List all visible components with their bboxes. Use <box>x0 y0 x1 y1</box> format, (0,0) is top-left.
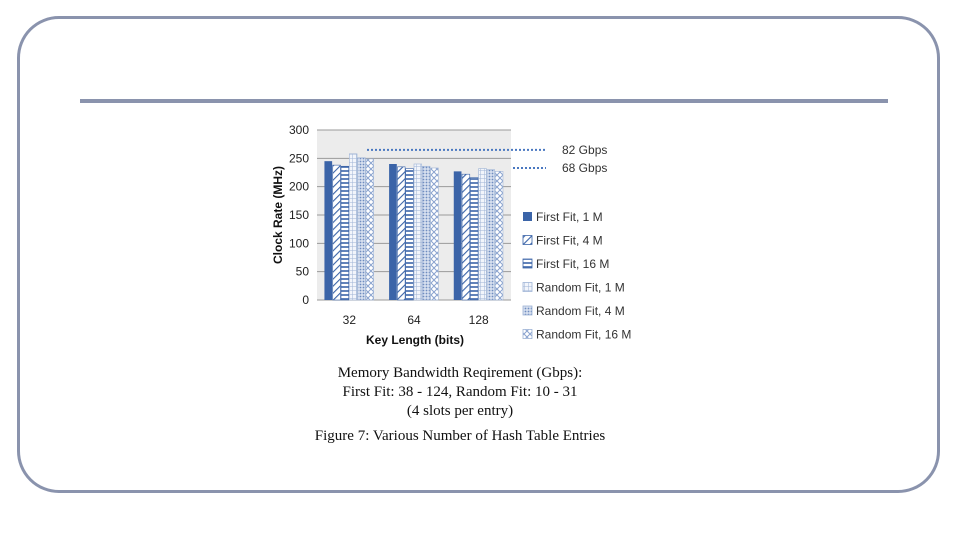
legend-label: First Fit, 1 M <box>536 210 603 224</box>
bar-first-fit-1-m-64 <box>389 164 397 300</box>
bar-first-fit-16-m-32 <box>341 166 349 300</box>
bar-random-fit-4-m-64 <box>422 166 430 300</box>
bar-first-fit-4-m-128 <box>462 174 470 300</box>
y-tick-label: 250 <box>288 151 309 166</box>
x-axis-title: Key Length (bits) <box>366 333 464 347</box>
bar-random-fit-1-m-32 <box>349 154 357 300</box>
caption-line-1: Memory Bandwidth Reqirement (Gbps): <box>337 365 583 381</box>
y-axis-title: Clock Rate (MHz) <box>271 165 285 265</box>
caption-line-3: (4 slots per entry) <box>406 403 514 419</box>
y-axis-ticks <box>289 123 309 307</box>
y-tick-label: 100 <box>288 236 309 251</box>
legend-swatch <box>523 330 532 339</box>
legend-label: Random Fit, 16 M <box>536 327 632 342</box>
bar-random-fit-4-m-128 <box>487 170 495 300</box>
bar-first-fit-4-m-32 <box>333 165 341 300</box>
bar-random-fit-16-m-64 <box>431 168 439 300</box>
bar-chart <box>260 118 660 350</box>
bar-first-fit-4-m-64 <box>397 167 405 300</box>
reference-line-label: 68 Gbps <box>562 160 608 175</box>
bar-first-fit-16-m-64 <box>406 169 414 300</box>
bar-random-fit-16-m-32 <box>366 159 374 300</box>
figure-caption: Figure 7: Various Number of Hash Table Entries <box>314 428 606 444</box>
bar-random-fit-1-m-128 <box>479 169 487 300</box>
legend <box>523 210 631 342</box>
y-tick-label: 200 <box>288 179 309 194</box>
legend-label: First Fit, 4 M <box>536 233 603 248</box>
legend-label: Random Fit, 4 M <box>536 304 625 318</box>
legend-label: First Fit, 16 M <box>536 257 610 271</box>
y-tick-label: 300 <box>288 123 309 137</box>
y-tick-label: 50 <box>295 264 309 279</box>
x-tick-label: 32 <box>342 313 357 327</box>
legend-label: Random Fit, 1 M <box>536 280 625 295</box>
y-tick-label: 150 <box>288 208 309 222</box>
x-tick-label: 64 <box>407 313 421 327</box>
x-tick-label: 128 <box>468 313 489 327</box>
legend-swatch <box>523 259 532 268</box>
bar-random-fit-1-m-64 <box>414 164 422 300</box>
legend-swatch <box>523 236 532 245</box>
bar-random-fit-4-m-32 <box>358 158 366 300</box>
y-tick-label: 0 <box>302 293 309 307</box>
bar-first-fit-1-m-32 <box>324 161 332 300</box>
legend-swatch <box>523 283 532 292</box>
legend-swatch <box>523 212 532 221</box>
chart-caption-block <box>260 364 660 421</box>
reference-line-label: 82 Gbps <box>562 142 608 157</box>
caption-line-2: First Fit: 38 - 124, Random Fit: 10 - 31 <box>342 384 578 400</box>
bar-first-fit-1-m-128 <box>454 171 462 300</box>
x-axis-ticks <box>343 313 489 327</box>
bar-random-fit-16-m-128 <box>495 171 503 300</box>
legend-swatch <box>523 306 532 315</box>
bar-first-fit-16-m-128 <box>470 178 478 300</box>
title-divider <box>80 99 888 103</box>
